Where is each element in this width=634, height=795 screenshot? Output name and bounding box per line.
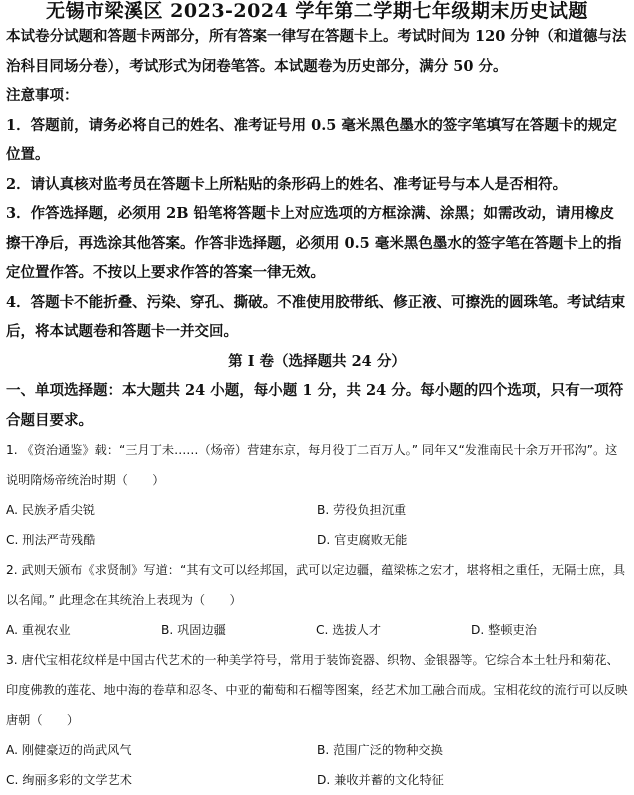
note-item: 3．作答选择题，必须用 2B 铅笔将答题卡上对应选项的方框涂满、涂黑；如需改动，请用橡皮擦干净后，再选涂其他答案。作答非选择题，必须用 0.5 毫米黑色墨水的签字笔在答题卡上的指定位置作答。不按以上要求作答的答案一律无效。 <box>6 205 622 281</box>
option-row <box>6 615 628 645</box>
question-stem: 1. 《资治通鉴》载：“三月丁未……（炀帝）营建东京，每月役丁二百万人。” 同年又“发淮南民十余万开邗沟”。这说明隋炀帝统治时期（ ） <box>6 443 618 487</box>
option-c: C. 绚丽多彩的文学艺术 <box>6 773 132 787</box>
option-d: D. 整顿吏治 <box>471 623 537 637</box>
option-row <box>6 765 628 795</box>
option-a: A. 重视农业 <box>6 623 71 637</box>
option-a: A. 刚健豪迈的尚武风气 <box>6 743 132 757</box>
option-d: D. 兼收并蓄的文化特征 <box>317 773 444 787</box>
part-heading: 一、单项选择题：本大题共 24 小题，每小题 1 分，共 24 分。每小题的四个选项，只有一项符合题目要求。 <box>6 382 624 429</box>
option-row <box>6 495 628 525</box>
note-item: 1．答题前，请务必将自己的姓名、准考证号用 0.5 毫米黑色墨水的签字笔填写在答题卡的规定位置。 <box>6 116 617 163</box>
option-b: B. 范围广泛的物种交换 <box>317 743 443 757</box>
note-item: 2．请认真核对监考员在答题卡上所粘贴的条形码上的姓名、准考证号与本人是否相符。 <box>6 175 568 193</box>
question-stem: 2. 武则天颁布《求贤制》写道：“其有文可以经邦国，武可以定边疆，蕴梁栋之宏才，堪将相之重任，无隔士庶，具以名闻。” 此理念在其统治上表现为（ ） <box>6 563 626 607</box>
option-c: C. 选拔人才 <box>316 623 382 637</box>
option-c: C. 刑法严苛残酷 <box>6 533 96 547</box>
question-stem: 3. 唐代宝相花纹样是中国古代艺术的一种美学符号，常用于装饰瓷器、织物、金银器等。它综合本土牡丹和菊花、印度佛教的莲花、地中海的卷草和忍冬、中亚的葡萄和石榴等图案，经艺术加工融合而成。宝相花纹的流行可以反映唐朝（ ） <box>6 653 628 727</box>
intro-paragraph: 本试卷分试题和答题卡两部分，所有答案一律写在答题卡上。考试时间为 120 分钟（和道德与法治科目同场分卷），考试形式为闭卷笔答。本试题卷为历史部分，满分 50 分。 <box>6 28 627 75</box>
notes-heading: 注意事项： <box>6 87 79 104</box>
note-item: 4．答题卡不能折叠、污染、穿孔、撕破。不准使用胶带纸、修正液、可擦洗的圆珠笔。考试结束后，将本试题卷和答题卡一并交回。 <box>6 293 626 340</box>
option-b: B. 巩固边疆 <box>161 623 226 637</box>
option-a: A. 民族矛盾尖锐 <box>6 503 95 517</box>
section-title: 第 I 卷（选择题共 24 分） <box>228 352 406 370</box>
option-row <box>6 735 628 765</box>
option-b: B. 劳役负担沉重 <box>317 503 407 517</box>
option-row <box>6 525 628 555</box>
option-d: D. 官吏腐败无能 <box>317 533 408 547</box>
exam-title: 无锡市梁溪区 2023-2024 学年第二学期七年级期末历史试题 <box>46 0 588 22</box>
